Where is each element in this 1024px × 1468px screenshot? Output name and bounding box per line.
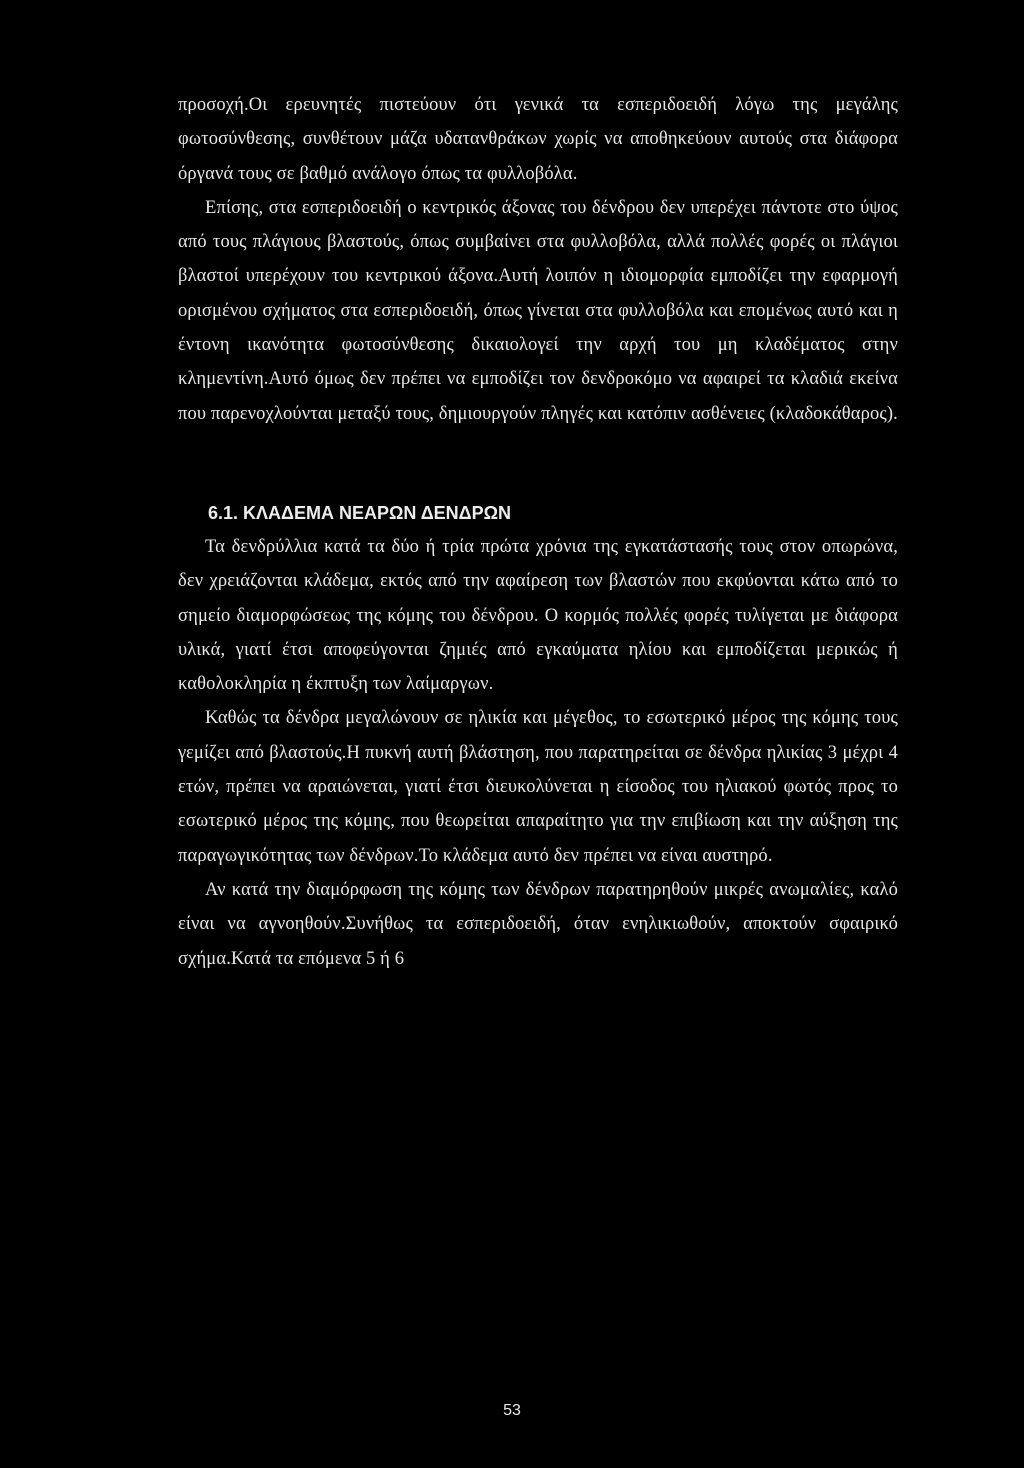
page-body [178,88,898,976]
paragraph-young-trees: Τα δενδρύλλια κατά τα δύο ή τρία πρώτα χρόνια της εγκατάστασής τους στον οπωρώνα, δεν χρειάζονται κλάδεμα, εκτός από την αφαίρεση των βλαστών που εκφύονται κάτω από το σημείο διαμορφώσεως της κόμης του δένδρου. Ο κορμός πολλές φορές τυλίγεται με διάφορα υλικά, γιατί έτσι αποφεύγονται ζημιές από εγκαύματα ηλίου και εμποδίζεται μερικώς ή καθολοκληρία η έκπτυξη των λαίμαργων. [178,536,898,695]
paragraph-continuation: προσοχή.Οι ερευνητές πιστεύουν ότι γενικά τα εσπεριδοειδή λόγω της μεγάλης φωτοσύνθεσης, συνθέτουν μάζα υδατανθράκων χωρίς να αποθηκεύουν αυτούς στα διάφορα όργανά τους σε βαθμό ανάλογο όπως τα φυλλοβόλα. [178,95,898,184]
paragraph-thinning: Καθώς τα δένδρα μεγαλώνουν σε ηλικία και μέγεθος, το εσωτερικό μέρος της κόμης τους γεμίζει από βλαστούς.Η πυκνή αυτή βλάστηση, που παρατηρείται σε δένδρα ηλικίας 3 μέχρι 4 ετών, πρέπει να αραιώνεται, γιατί έτσι διευκολύνεται η είσοδος του ηλιακού φωτός προς το εσωτερικό μέρος της κόμης, που θεωρείται απαραίτητο για την επιβίωση και την αύξηση της παραγωγικότητας των δένδρων.Το κλάδεμα αυτό δεν πρέπει να είναι αυστηρό. [178,708,898,866]
page-number: 53 [503,1402,521,1419]
paragraph-irregularities: Αν κατά την διαμόρφωση της κόμης των δένδρων παρατηρηθούν μικρές ανωμαλίες, καλό είναι να αγνοηθούν.Συνήθως τα εσπεριδοειδή, όταν ενηλικιωθούν, αποκτούν σφαιρικό σχήμα.Κατά τα επόμενα 5 ή 6 [178,879,898,969]
paragraph-central-axis: Επίσης, στα εσπεριδοειδή ο κεντρικός άξονας του δένδρου δεν υπερέχει πάντοτε στο ύψος από τους πλάγιους βλαστούς, όπως συμβαίνει στα φυλλοβόλα, αλλά πολλές φορές οι πλάγιοι βλαστοί υπερέχουν του κεντρικού άξονα.Αυτή λοιπόν η ιδιομορφία εμποδίζει την εφαρμογή ορισμένου σχήματος στα εσπεριδοειδή, όπως γίνεται στα φυλλοβόλα και επομένως αυτό και η έντονη ικανότητα φωτοσύνθεσης δικαιολογεί την αρχή του μη κλαδέματος στην κλημεντίνη.Αυτό όμως δεν πρέπει να εμποδίζει τον δενδροκόμο να αφαιρεί τα κλαδιά εκείνα που παρενοχλούνται μεταξύ τους, δημιουργούν πληγές και κατόπιν ασθένειες (κλαδοκάθαρος). [178,197,898,424]
section-heading: 6.1. ΚΛΑΔΕΜΑ ΝΕΑΡΩΝ ΔΕΝΔΡΩΝ [208,502,512,523]
